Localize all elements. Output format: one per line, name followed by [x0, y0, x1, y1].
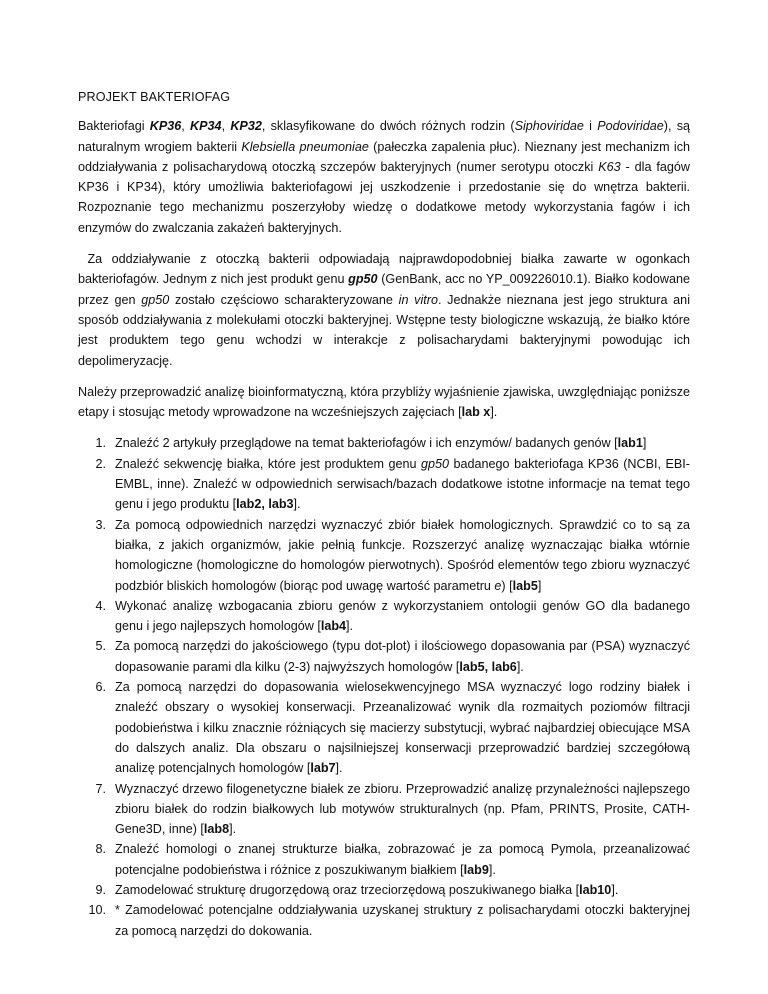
emphasized-text: lab8	[203, 822, 230, 837]
task-item	[78, 900, 690, 941]
text-run: ,	[181, 119, 191, 134]
task-item	[78, 433, 690, 453]
emphasized-text: lab5	[512, 578, 538, 593]
task-number: 4.	[95, 598, 106, 613]
task-item	[78, 779, 690, 840]
emphasized-text: gp50	[141, 292, 170, 307]
task-text	[115, 680, 690, 775]
task-text	[115, 436, 646, 450]
emphasized-text: Siphoviridae	[514, 119, 584, 134]
emphasized-text: gp50	[420, 456, 450, 471]
emphasized-text: KP36	[149, 119, 182, 134]
emphasized-text: lab10	[579, 882, 612, 897]
emphasized-text: Klebsiella pneumoniae	[241, 139, 369, 154]
task-number: 8.	[95, 842, 106, 857]
emphasized-text: lab5, lab6	[459, 659, 517, 674]
task-text	[115, 883, 618, 897]
task-text	[115, 518, 690, 593]
text-run: , sklasyfikowane do dwóch różnych rodzin (	[261, 119, 515, 134]
text-run: ,	[221, 119, 231, 134]
text-run: * Zamodelować potencjalne oddziaływania uzyskanej struktury z polisacharydami otoczki bakteryjnej za pomocą narzędzi do dokowania.	[115, 903, 690, 938]
task-number: 7.	[95, 781, 106, 796]
emphasized-text: gp50	[348, 272, 378, 287]
text-run: ].	[516, 659, 524, 674]
text-run: ].	[335, 761, 343, 776]
task-item	[78, 880, 690, 900]
text-run: Zamodelować strukturę drugorzędową oraz trzeciorzędową poszukiwanego białka [	[115, 882, 580, 897]
emphasized-text: lab1	[617, 436, 643, 451]
task-number: 10.	[88, 903, 106, 918]
text-run: ]	[537, 578, 542, 593]
task-text	[115, 782, 690, 837]
text-run: Za pomocą odpowiednich narzędzi wyznaczyć zbiór białek homologicznych. Sprawdzić co to są za białka, z jakich organizmów, jakie pełnią funkcje. Rozszerzyć analizę wyznaczając białka wtórnie homologiczne (homologiczne do homologów pierwotnych). Spośród elementów tego zbioru wyznaczyć podzbiór bliskich homologów (biorąc pod uwagę wartość parametru	[115, 517, 690, 593]
text-run: Za pomocą narzędzi do dopasowania wielosekwencyjnego MSA wyznaczyć logo rodziny białek i znaleźć obszary o wysokiej konserwacji. Przeanalizować wynik dla rozmaitych poziomów filtracji podobieństwa i kilku znacznie różniących się macierzy substytucji, wybrać najbardziej obiecujące MSA do dalszych analiz. Dla obszaru o najsilniejszej konserwacji przeprowadzić bardziej szczegółową analizę potencjalnych homologów [	[115, 680, 690, 776]
task-number: 3.	[95, 517, 106, 532]
document-body	[78, 87, 690, 941]
text-run: ].	[490, 405, 498, 420]
emphasized-text: lab x	[461, 405, 491, 420]
text-run: i	[583, 119, 598, 134]
text-run: Wykonać analizę wzbogacania zbioru genów z wykorzystaniem ontologii genów GO dla badanego genu i jego najlepszych homologów [	[115, 598, 690, 634]
text-run: ].	[611, 882, 619, 897]
task-text	[115, 903, 690, 937]
intro-paragraph	[78, 116, 690, 238]
task-number: 2.	[95, 456, 106, 471]
emphasized-text: lab7	[310, 761, 336, 776]
task-item	[78, 454, 690, 515]
task-intro-paragraph	[78, 382, 690, 423]
task-number: 1.	[95, 436, 106, 451]
text-run: Znaleźć sekwencję białka, które jest produktem genu	[115, 456, 421, 471]
task-item	[78, 677, 690, 778]
task-item	[78, 636, 690, 677]
text-run: Za oddziaływanie z otoczką bakterii odpowiadają najprawdopodobniej białka zawarte w ogonkach bakteriofagów. Jednym z nich jest produkt genu	[78, 252, 691, 287]
task-number: 9.	[95, 882, 106, 897]
task-number: 6.	[95, 680, 106, 695]
task-number: 5.	[95, 639, 106, 654]
text-run: Znaleźć homologi o znanej strukturze białka, zobrazować je za pomocą Pymola, przeanalizować potencjalne podobieństwa i różnice z poszukiwanym białkiem [	[115, 842, 690, 877]
text-run: ]	[642, 436, 647, 451]
emphasized-text: Podoviridae	[597, 119, 664, 134]
text-run: - dla fagów KP36 i KP34), który umożliwia bakteriofagowi jej uszkodzenie i przedostanie się do wnętrza bakterii. Rozpoznanie tego mechanizmu poszerzyłoby wiedzę o dodatkowe metody wykorzystania fagów i ich enzymów do zwalczania zakażeń bakteryjnych.	[78, 159, 690, 235]
text-run: ].	[293, 497, 301, 512]
emphasized-text: K63	[598, 159, 621, 174]
text-run: (GenBank, acc no YP_009226010.1). Białko kodowane przez gen	[78, 272, 690, 307]
task-item	[78, 839, 690, 880]
emphasized-text: KP32	[230, 119, 262, 134]
document-title: PROJEKT BAKTERIOFAG	[78, 90, 231, 104]
text-run: Bakteriofagi	[78, 119, 150, 134]
task-text	[115, 842, 690, 876]
emphasized-text: e	[494, 578, 502, 593]
text-run: Należy przeprowadzić analizę bioinformatyczną, która przybliży wyjaśnienie zjawiska, uwzględniając poniższe etapy i stosując metody wprowadzone na wcześniejszych zajęciach [	[78, 384, 690, 420]
text-run: Wyznaczyć drzewo filogenetyczne białek ze zbioru. Przeprowadzić analizę przynależności najlepszego zbioru białek do rodzin białkowych lub motywów strukturalnych (np. Pfam, PRINTS, Prosite, CATH-Gene3D, inne) [	[115, 781, 690, 837]
emphasized-text: lab4	[320, 619, 347, 634]
task-text	[115, 457, 690, 512]
text-run: (pałeczka zapalenia płuc). Nieznany jest mechanizm ich oddziaływania z polisacharydową otoczką szczepów bakteryjnych (numer serotypu otoczki	[78, 139, 690, 174]
text-run: ].	[346, 619, 354, 634]
text-run: Znaleźć 2 artykuły przeglądowe na temat bakteriofagów i ich enzymów/ badanych genów [	[115, 436, 618, 451]
task-text	[115, 599, 690, 633]
emphasized-text: lab9	[463, 862, 489, 877]
text-run: ) [	[501, 578, 513, 593]
task-list	[78, 433, 690, 940]
text-run: ].	[488, 862, 496, 877]
text-run: ].	[229, 822, 237, 837]
task-item	[78, 596, 690, 637]
text-run: ), są naturalnym wrogiem bakterii	[78, 119, 691, 154]
protein-paragraph	[78, 249, 690, 371]
task-item	[78, 515, 690, 596]
text-run: . Jednakże nieznana jest jego struktura ani sposób oddziaływania z molekułami otoczki bakteryjnej. Wstępne testy biologiczne wskazują, że białko które jest produktem tego genu wchodzi w interakcje z polisacharydami bakteryjnymi powodując ich depolimeryzację.	[78, 292, 690, 368]
text-run: zostało częściowo scharakteryzowane	[169, 292, 399, 307]
text-run: badanego bakteriofaga KP36 (NCBI, EBI-EMBL, inne). Znaleźć w odpowiednich serwisach/bazach dodatkowe istotne informacje na temat tego genu i jego produktu [	[115, 456, 690, 512]
emphasized-text: KP34	[190, 119, 222, 134]
emphasized-text: in vitro	[398, 292, 438, 307]
text-run: Za pomocą narzędzi do jakościowego (typu dot-plot) i ilościowego dopasowania par (PSA) wyznaczyć dopasowanie parami dla kilku (2-3) najwyższych homologów [	[115, 639, 690, 674]
emphasized-text: lab2, lab3	[236, 497, 294, 512]
task-text	[115, 639, 690, 673]
